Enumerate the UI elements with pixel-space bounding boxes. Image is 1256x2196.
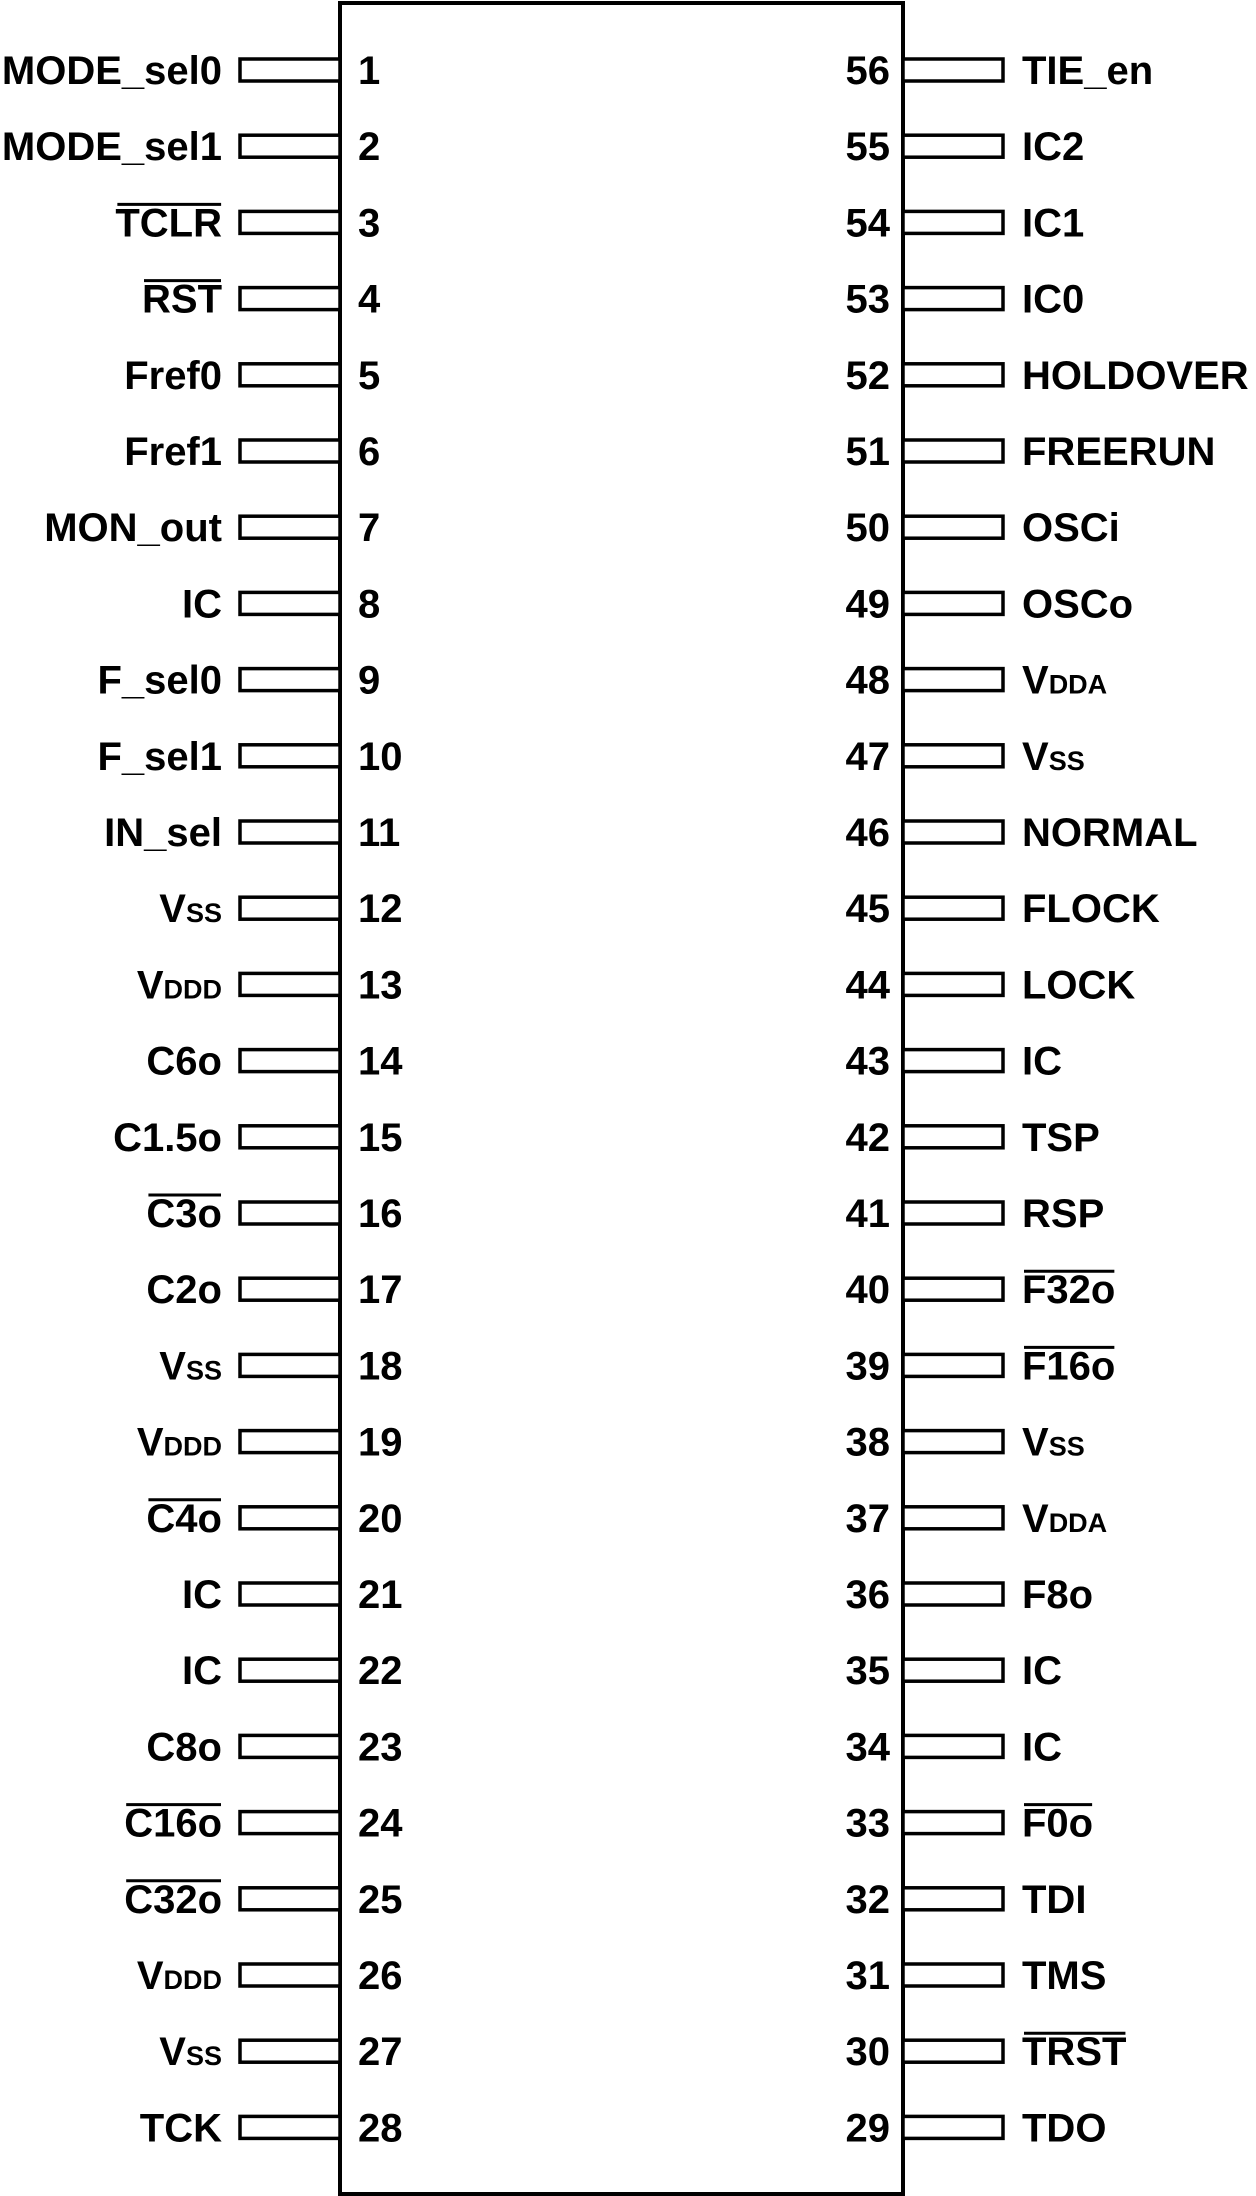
pin-name [1022, 1192, 1104, 1236]
pin-number: 28 [358, 2106, 403, 2151]
pin-number: 16 [358, 1192, 403, 1236]
pin-lead [903, 440, 1003, 462]
pin-name [113, 1116, 222, 1160]
pin-number: 50 [845, 506, 890, 551]
pin-row-31 [846, 1954, 1107, 1998]
pin-row-42 [846, 1116, 1100, 1160]
pin-name [1022, 1649, 1062, 1693]
pin-row-47 [846, 735, 1085, 779]
pin-row-30 [846, 2030, 1127, 2074]
pin-name [146, 1192, 222, 1236]
pin-number: 6 [358, 430, 381, 474]
pin-name [104, 811, 222, 855]
pin-lead [240, 59, 340, 81]
pin-name-text: C2o [146, 1268, 222, 1313]
pin-row-53 [846, 278, 1085, 322]
pin-name [1022, 1421, 1085, 1465]
pin-name-text: C4o [146, 1496, 222, 1541]
pin-name-text: F_sel0 [97, 658, 222, 703]
pin-lead [903, 1354, 1003, 1376]
pin-lead [240, 1812, 340, 1834]
pin-lead [903, 1431, 1003, 1453]
pin-lead [903, 1964, 1003, 1986]
pin-lead [240, 1964, 340, 1986]
pin-lead [240, 516, 340, 538]
pin-row-2 [2, 125, 380, 169]
pin-row-27 [159, 2030, 402, 2074]
pin-number: 21 [358, 1573, 403, 1617]
pin-row-52 [846, 354, 1249, 398]
pin-name [1022, 1116, 1100, 1160]
pin-lead [903, 2116, 1003, 2138]
pin-name [1022, 811, 1198, 855]
pin-name-subscript: SS [1048, 1431, 1085, 1462]
pin-name-text: V [136, 963, 164, 1008]
pin-row-23 [146, 1725, 402, 1769]
pin-lead [903, 669, 1003, 691]
pin-name [1022, 278, 1084, 322]
pin-name-text: TRST [1022, 2030, 1127, 2075]
pin-number: 32 [845, 1877, 890, 1922]
pin-name-text: V [1022, 658, 1049, 703]
pin-name-text: IC [182, 582, 222, 627]
pin-name [1022, 735, 1085, 779]
chip-body [340, 3, 903, 2194]
pin-name-subscript: DDD [163, 1431, 222, 1462]
pin-row-18 [159, 1344, 402, 1388]
pin-name [1022, 506, 1120, 550]
pin-name-text: RSP [1022, 1192, 1105, 1236]
pin-row-33 [846, 1802, 1094, 1846]
pin-name-text: IC2 [1022, 125, 1085, 170]
pin-name [1022, 49, 1153, 93]
pin-name [1022, 1497, 1107, 1541]
pin-lead [903, 1812, 1003, 1834]
pin-row-19 [137, 1421, 403, 1465]
pin-name-text: FREERUN [1022, 430, 1216, 474]
pin-row-49 [846, 582, 1134, 626]
pin-name-subscript: DDD [163, 974, 222, 1005]
pin-number: 14 [358, 1039, 403, 1084]
pin-name-text: IC [1022, 1649, 1062, 1694]
pin-name [1022, 1040, 1062, 1084]
pin-name-text: C1.5o [113, 1115, 222, 1160]
pin-number: 36 [845, 1573, 890, 1617]
pin-name-text: LOCK [1022, 963, 1136, 1008]
pin-lead [240, 745, 340, 767]
pin-name-text: V [1022, 734, 1049, 779]
pin-lead [903, 1888, 1003, 1910]
pin-number: 8 [358, 582, 381, 627]
pin-name-text: MODE_sel1 [1, 125, 222, 170]
pin-row-35 [846, 1649, 1063, 1693]
pin-name [124, 1878, 222, 1922]
pin-row-7 [44, 506, 380, 550]
pin-name [124, 354, 222, 398]
pin-row-48 [846, 659, 1108, 703]
pin-name [146, 1268, 222, 1312]
pin-name [142, 278, 222, 322]
pin-number: 45 [845, 887, 890, 932]
pin-name [1022, 1268, 1115, 1312]
pin-name-text: IC [182, 1649, 222, 1694]
pin-lead [903, 1507, 1003, 1529]
pin-lead [240, 1354, 340, 1376]
pin-name [1022, 430, 1215, 474]
pin-row-54 [846, 201, 1085, 245]
pin-name [159, 1344, 222, 1388]
pin-row-12 [159, 887, 402, 931]
pin-number: 13 [358, 963, 403, 1008]
pin-name-text: V [159, 887, 186, 932]
pin-lead [903, 1583, 1003, 1605]
pin-name-text: IC [1022, 1039, 1062, 1084]
pin-number: 5 [358, 353, 381, 398]
pin-number: 20 [358, 1496, 403, 1541]
pin-row-34 [846, 1725, 1063, 1769]
pin-name-text: C6o [146, 1039, 222, 1084]
pin-name-text: C32o [124, 1877, 222, 1922]
pin-name [137, 1954, 222, 1998]
pin-lead [240, 973, 340, 995]
pin-lead [240, 1583, 340, 1605]
pin-number: 54 [845, 201, 890, 246]
pin-number: 26 [358, 1954, 403, 1998]
pin-row-43 [846, 1040, 1063, 1084]
pin-name [1022, 1725, 1062, 1769]
pin-row-22 [182, 1649, 403, 1693]
pin-lead [903, 745, 1003, 767]
pin-name-subscript: SS [1048, 745, 1085, 776]
pin-row-37 [846, 1497, 1108, 1541]
pin-lead [240, 1278, 340, 1300]
pin-number: 42 [845, 1115, 890, 1160]
pin-name-subscript: SS [185, 1355, 222, 1386]
pin-lead [903, 897, 1003, 919]
pin-row-25 [124, 1878, 402, 1922]
pin-row-29 [846, 2106, 1107, 2150]
pin-number: 55 [845, 125, 890, 170]
pin-name [1022, 2106, 1106, 2150]
pin-number: 15 [358, 1115, 403, 1160]
pin-name-text: C3o [146, 1192, 222, 1236]
pin-name-text: TDO [1022, 2106, 1107, 2151]
pin-number: 31 [845, 1954, 890, 1998]
pin-lead [240, 1507, 340, 1529]
pin-name-text: V [1022, 1496, 1049, 1541]
pin-number: 48 [845, 658, 890, 703]
pin-name [44, 506, 222, 550]
pin-row-36 [846, 1573, 1094, 1617]
pin-name [1022, 354, 1249, 398]
pin-number: 51 [845, 430, 890, 474]
pin-number: 12 [358, 887, 403, 932]
pin-lead [240, 1202, 340, 1224]
pin-row-32 [846, 1878, 1087, 1922]
pin-name [159, 887, 222, 931]
pin-name [2, 49, 222, 93]
pin-name [137, 1421, 222, 1465]
pin-name-subscript: DDA [1048, 669, 1108, 700]
pin-lead [240, 1735, 340, 1757]
pin-row-15 [113, 1116, 402, 1160]
pin-number: 33 [845, 1801, 890, 1846]
pin-number: 52 [845, 353, 890, 398]
pin-number: 11 [358, 811, 401, 855]
pin-lead [240, 1431, 340, 1453]
pin-row-16 [146, 1192, 402, 1236]
pin-lead [240, 1050, 340, 1072]
pin-number: 24 [358, 1801, 403, 1846]
pin-name [159, 2030, 222, 2074]
pin-name-text: IC1 [1022, 201, 1085, 246]
pin-lead [903, 211, 1003, 233]
pin-number: 9 [358, 658, 381, 703]
pin-name-text: TDI [1022, 1877, 1087, 1922]
pin-lead [903, 1202, 1003, 1224]
pin-name-text: V [159, 1344, 186, 1389]
pin-number: 44 [845, 963, 890, 1008]
pin-number: 7 [358, 506, 381, 551]
pin-lead [903, 135, 1003, 157]
pin-number: 37 [845, 1496, 890, 1541]
pin-name [1022, 2030, 1126, 2074]
pin-lead [240, 2116, 340, 2138]
pin-name [182, 1573, 222, 1617]
pin-number: 35 [845, 1649, 890, 1694]
pin-number: 53 [845, 277, 890, 322]
pin-name-text: Fref1 [124, 430, 222, 474]
pin-row-1 [2, 49, 380, 93]
pin-name-text: RST [142, 277, 222, 322]
pin-name [146, 1725, 222, 1769]
pin-name [146, 1040, 222, 1084]
pin-name-text: Fref0 [124, 353, 222, 398]
pin-name-text: F16o [1022, 1344, 1116, 1389]
pin-lead [240, 288, 340, 310]
pin-number: 18 [358, 1344, 403, 1389]
pin-name [1022, 887, 1160, 931]
pin-lead [903, 288, 1003, 310]
pin-name-text: TCLR [115, 201, 222, 246]
pin-row-55 [846, 125, 1085, 169]
pin-lead [240, 364, 340, 386]
pin-number: 40 [845, 1268, 890, 1313]
pin-row-26 [137, 1954, 403, 1998]
pin-name [2, 125, 222, 169]
pin-name-text: F0o [1022, 1801, 1094, 1846]
pin-name-text: F32o [1022, 1268, 1116, 1313]
pin-number: 25 [358, 1877, 403, 1922]
pin-lead [240, 897, 340, 919]
pin-lead [903, 973, 1003, 995]
pin-number: 47 [845, 734, 890, 779]
pin-number: 17 [358, 1268, 403, 1313]
pin-lead [240, 592, 340, 614]
pin-name-text: OSCi [1022, 506, 1120, 551]
pin-name-text: NORMAL [1022, 811, 1198, 855]
pin-name-text: MON_out [44, 506, 222, 551]
pin-number: 56 [845, 49, 890, 93]
pin-name-text: F8o [1022, 1573, 1094, 1617]
pin-row-44 [846, 963, 1136, 1007]
pin-number: 41 [845, 1192, 890, 1236]
pin-number: 23 [358, 1725, 403, 1770]
pin-number: 43 [845, 1039, 890, 1084]
pin-row-38 [846, 1421, 1085, 1465]
pin-lead [903, 1050, 1003, 1072]
pin-name-text: IC [1022, 1725, 1062, 1770]
pin-number: 38 [845, 1420, 890, 1465]
pin-row-28 [140, 2106, 403, 2150]
pin-number: 22 [358, 1649, 403, 1694]
pin-number: 49 [845, 582, 890, 627]
pin-number: 34 [845, 1725, 890, 1770]
pin-number: 29 [845, 2106, 890, 2151]
pin-lead [903, 516, 1003, 538]
pin-lead [240, 1888, 340, 1910]
pin-lead [240, 211, 340, 233]
pin-name-text: IN_sel [104, 811, 222, 855]
pin-name [146, 1497, 222, 1541]
pin-lead [903, 2040, 1003, 2062]
pin-name-subscript: SS [185, 898, 222, 929]
pin-name-text: HOLDOVER [1022, 353, 1249, 398]
pin-row-24 [124, 1802, 403, 1846]
pin-name [140, 2106, 222, 2150]
pin-name [182, 1649, 222, 1693]
pin-name-subscript: DDD [163, 1965, 222, 1995]
pin-row-13 [137, 963, 403, 1007]
pin-name-text: F_sel1 [97, 734, 222, 779]
pin-name [1022, 963, 1135, 1007]
pin-lead [240, 135, 340, 157]
pin-lead [903, 1278, 1003, 1300]
pin-number: 39 [845, 1344, 890, 1389]
pin-number: 2 [358, 125, 381, 170]
pin-lead [240, 669, 340, 691]
pin-name [1022, 1954, 1106, 1998]
pin-number: 1 [358, 49, 381, 93]
pin-name-text: TIE_en [1022, 49, 1154, 93]
pin-name [1022, 125, 1084, 169]
pin-row-20 [146, 1497, 402, 1541]
pin-number: 46 [845, 811, 890, 855]
pin-name-text: TMS [1022, 1954, 1107, 1998]
pin-number: 4 [358, 277, 381, 322]
pin-lead [240, 1659, 340, 1681]
pin-name [1022, 582, 1133, 626]
pin-name-text: TCK [139, 2106, 222, 2151]
pin-row-39 [846, 1344, 1116, 1388]
pin-name-text: OSCo [1022, 582, 1134, 627]
pin-name-subscript: DDA [1048, 1507, 1108, 1538]
pin-name [182, 582, 222, 626]
pin-name-text: MODE_sel0 [1, 49, 222, 93]
pin-lead [903, 821, 1003, 843]
pin-row-21 [182, 1573, 403, 1617]
pin-name [1022, 201, 1084, 245]
pin-name [1022, 1802, 1093, 1846]
pin-name [1022, 1573, 1093, 1617]
pin-name-text: V [1022, 1420, 1049, 1465]
pin-name-text: TSP [1022, 1115, 1100, 1160]
pin-name-text: IC0 [1022, 277, 1085, 322]
pin-lead [903, 592, 1003, 614]
pin-name [1022, 1878, 1086, 1922]
pin-row-9 [97, 659, 380, 703]
pin-name [137, 963, 222, 1007]
pin-row-14 [146, 1040, 403, 1084]
pin-name [97, 735, 222, 779]
pin-row-17 [146, 1268, 402, 1312]
pin-lead [903, 1126, 1003, 1148]
pin-lead [903, 59, 1003, 81]
pin-name [124, 1802, 222, 1846]
pin-name-text: C8o [146, 1725, 222, 1770]
pin-name [1022, 659, 1107, 703]
pin-name [124, 430, 222, 474]
pin-number: 19 [358, 1420, 403, 1465]
pin-number: 30 [845, 2030, 890, 2075]
pin-name-text: C16o [124, 1801, 222, 1846]
pin-name-text: V [159, 2030, 186, 2075]
pin-lead [240, 821, 340, 843]
pin-lead [903, 1735, 1003, 1757]
pin-name [1022, 1344, 1115, 1388]
pin-name-text: IC [182, 1573, 222, 1617]
right-pin-column [846, 49, 1249, 2150]
pin-number: 10 [358, 734, 403, 779]
pin-row-40 [846, 1268, 1116, 1312]
pin-lead [240, 440, 340, 462]
pin-name-text: V [136, 1420, 164, 1465]
pin-number: 27 [358, 2030, 403, 2075]
pin-lead [240, 2040, 340, 2062]
pin-row-50 [846, 506, 1120, 550]
pin-name-subscript: SS [185, 2041, 222, 2072]
pin-lead [240, 1126, 340, 1148]
pin-name [115, 201, 222, 245]
pin-name [97, 659, 222, 703]
pin-name-text: FLOCK [1022, 887, 1160, 932]
pin-row-41 [846, 1192, 1105, 1236]
pin-lead [903, 364, 1003, 386]
pin-number: 3 [358, 201, 381, 246]
pin-name-text: V [136, 1954, 164, 1998]
pin-lead [903, 1659, 1003, 1681]
